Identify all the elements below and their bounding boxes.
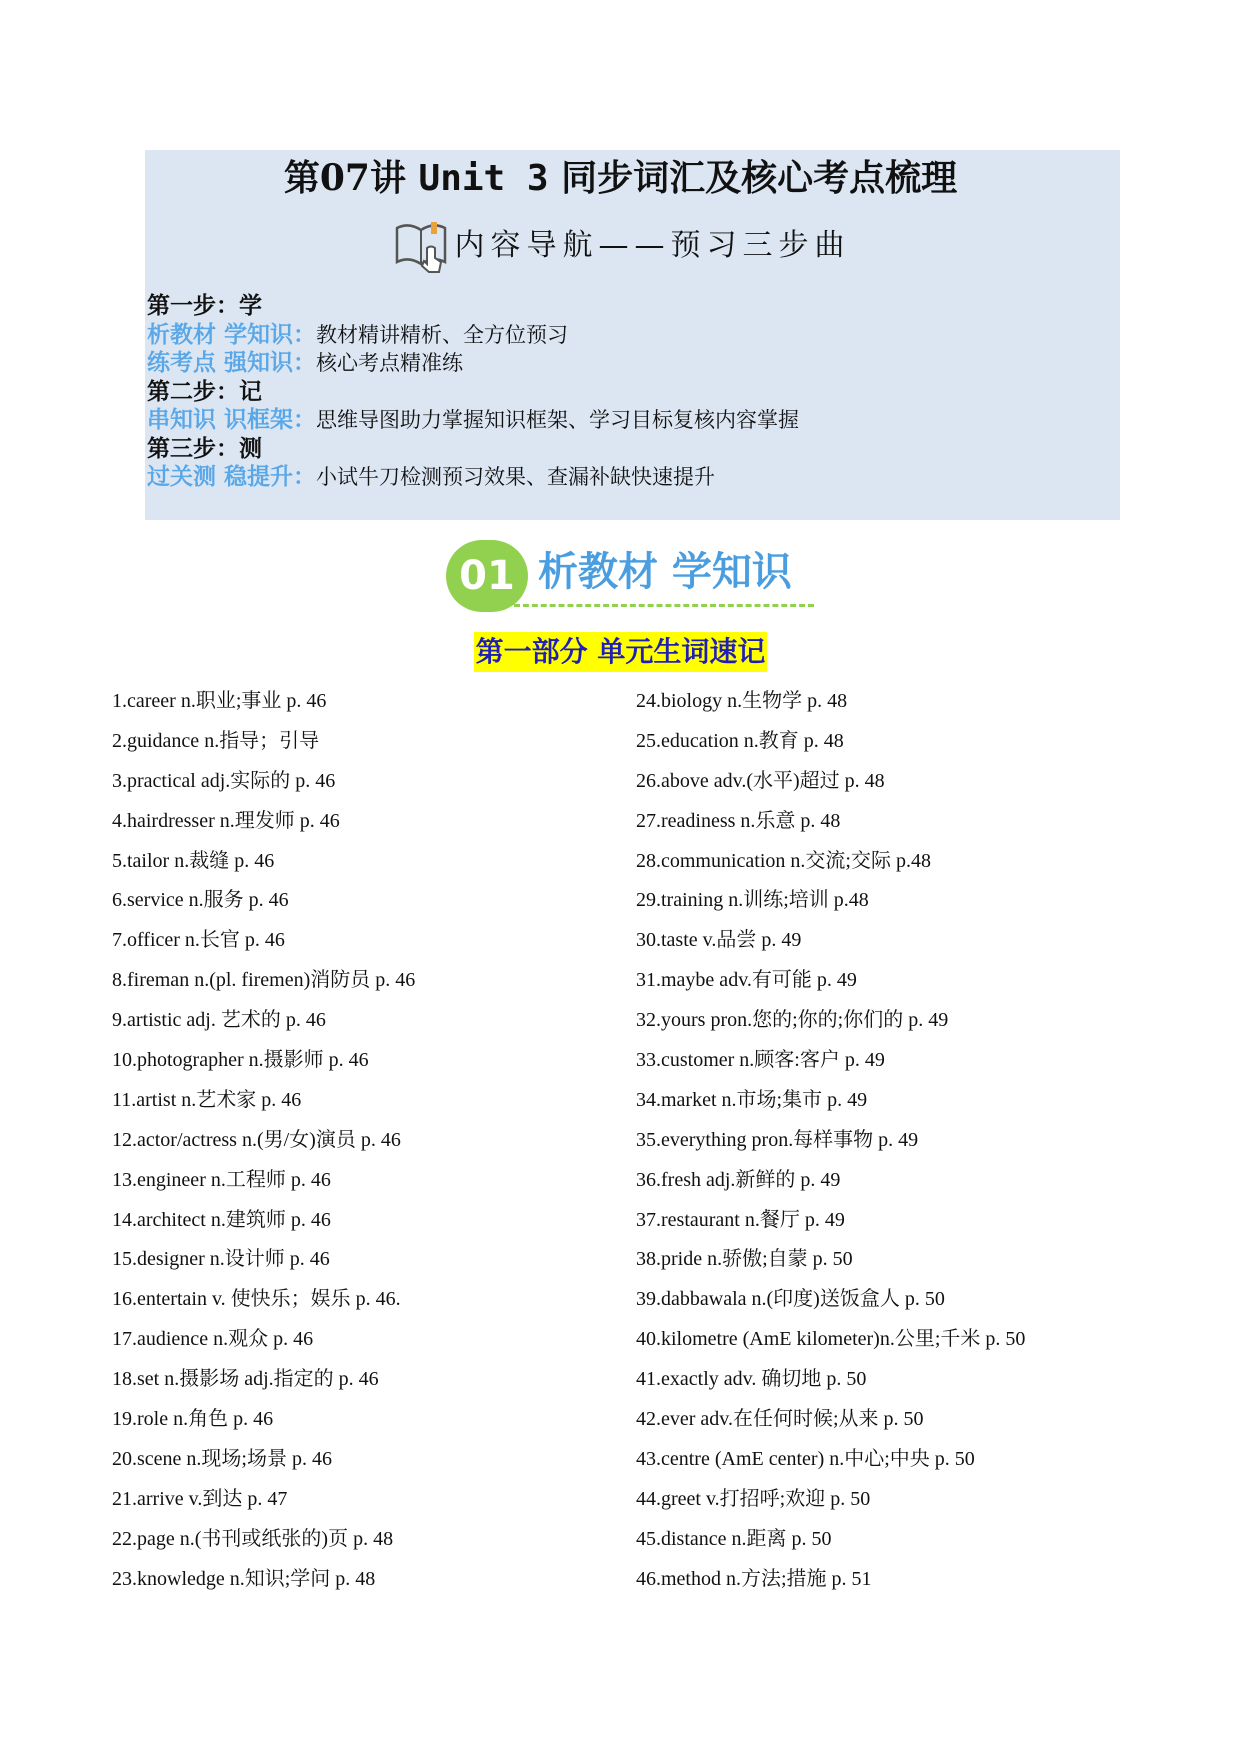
vocab-item: 37.restaurant n.餐厅 p. 49 [636, 1208, 845, 1231]
vocab-item: 22.page n.(书刊或纸张的)页 p. 48 [112, 1527, 394, 1550]
step-key: 串知识 识框架： [147, 406, 317, 433]
vocab-item: 39.dabbawala n.(印度)送饭盒人 p. 50 [636, 1288, 945, 1311]
vocab-column-right [636, 682, 1156, 1599]
vocab-item: 24.biology n.生物学 p. 48 [636, 690, 848, 712]
vocab-item: 9.artistic adj. 艺术的 p. 46 [112, 1009, 326, 1032]
vocab-item: 28.communication n.交流;交际 p.48 [636, 849, 931, 872]
step-key: 过关测 稳提升： [147, 463, 317, 490]
vocab-item: 43.centre (AmE center) n.中心;中央 p. 50 [636, 1447, 975, 1470]
vocab-item: 29.training n.训练;培训 p.48 [636, 889, 869, 912]
section-title: 析教材 学知识 [538, 549, 792, 595]
vocab-item: 40.kilometre (AmE kilometer)n.公里;千米 p. 50 [636, 1328, 1026, 1351]
steps-list [147, 292, 1107, 492]
vocab-item: 6.service n.服务 p. 46 [112, 889, 289, 912]
vocab-item: 35.everything pron.每样事物 p. 49 [636, 1128, 919, 1151]
vocab-item: 30.taste v.品尝 p. 49 [636, 929, 802, 952]
step-item [147, 463, 1107, 492]
vocab-item: 7.officer n.长官 p. 46 [112, 929, 285, 952]
section-divider [514, 604, 814, 607]
book-pointer-icon [391, 218, 451, 274]
step-1-heading: 第一步：学 [147, 292, 262, 319]
vocab-item: 3.practical adj.实际的 p. 46 [112, 769, 336, 792]
vocab-item: 19.role n.角色 p. 46 [112, 1408, 274, 1431]
nav-title: 内容导航——预习三步曲 [454, 228, 851, 263]
step-2-heading: 第二步：记 [147, 377, 262, 405]
vocab-item: 14.architect n.建筑师 p. 46 [112, 1208, 331, 1231]
step-item [147, 349, 1107, 378]
vocab-item: 34.market n.市场;集市 p. 49 [636, 1088, 868, 1111]
vocab-item: 13.engineer n.工程师 p. 46 [112, 1168, 331, 1191]
vocab-item: 16.entertain v. 使快乐；娱乐 p. 46. [112, 1288, 401, 1311]
vocab-item: 27.readiness n.乐意 p. 48 [636, 809, 841, 832]
step-desc: 思维导图助力掌握知识框架、学习目标复核内容掌握 [316, 408, 800, 432]
vocab-item: 32.yours pron.您的;你的;你们的 p. 49 [636, 1009, 949, 1032]
vocab-item: 17.audience n.观众 p. 46 [112, 1328, 314, 1351]
vocab-item: 25.education n.教育 p. 48 [636, 729, 844, 752]
vocab-item: 8.fireman n.(pl. firemen)消防员 p. 46 [112, 969, 416, 992]
vocab-item: 44.greet v.打招呼;欢迎 p. 50 [636, 1487, 871, 1510]
vocab-item: 15.designer n.设计师 p. 46 [112, 1248, 330, 1271]
vocab-item: 38.pride n.骄傲;自蒙 p. 50 [636, 1248, 853, 1271]
section-badge [446, 536, 826, 616]
section-number: 01 [459, 553, 515, 599]
vocab-item: 31.maybe adv.有可能 p. 49 [636, 969, 857, 992]
vocab-item: 2.guidance n.指导；引导 [112, 729, 320, 752]
vocab-item: 33.customer n.顾客:客户 p. 49 [636, 1049, 885, 1072]
vocab-item: 4.hairdresser n.理发师 p. 46 [112, 809, 340, 832]
vocab-column-left [112, 682, 632, 1599]
content-navigation [0, 218, 1241, 274]
vocab-item: 46.method n.方法;措施 p. 51 [636, 1567, 872, 1590]
vocab-item: 45.distance n.距离 p. 50 [636, 1527, 832, 1550]
page-title [0, 150, 1241, 206]
vocab-item: 5.tailor n.裁缝 p. 46 [112, 849, 275, 872]
vocab-item: 42.ever adv.在任何时候;从来 p. 50 [636, 1408, 924, 1431]
part-title [0, 632, 1241, 672]
step-desc: 核心考点精准练 [316, 351, 464, 375]
vocab-item: 12.actor/actress n.(男/女)演员 p. 46 [112, 1128, 401, 1151]
vocab-item: 23.knowledge n.知识;学问 p. 48 [112, 1567, 376, 1590]
title-unit: Unit 3 [418, 158, 549, 199]
vocab-item: 36.fresh adj.新鲜的 p. 49 [636, 1168, 841, 1191]
step-item [147, 321, 1107, 350]
step-3-heading: 第三步：测 [147, 434, 262, 462]
step-item [147, 406, 1107, 435]
step-desc: 教材精讲精析、全方位预习 [316, 322, 569, 347]
title-suffix: 同步词汇及核心考点梳理 [561, 157, 958, 199]
vocab-item: 18.set n.摄影场 adj.指定的 p. 46 [112, 1368, 379, 1391]
vocab-item: 1.career n.职业;事业 p. 46 [112, 690, 327, 712]
vocab-item: 21.arrive v.到达 p. 47 [112, 1487, 288, 1510]
title-prefix: 第07讲 [283, 157, 406, 199]
vocab-item: 11.artist n.艺术家 p. 46 [112, 1088, 302, 1111]
vocab-item: 20.scene n.现场;场景 p. 46 [112, 1447, 332, 1470]
vocab-item: 26.above adv.(水平)超过 p. 48 [636, 769, 885, 792]
step-key: 析教材 学知识： [147, 320, 317, 348]
step-desc: 小试牛刀检测预习效果、查漏补缺快速提升 [316, 465, 716, 489]
step-key: 练考点 强知识： [147, 349, 317, 376]
part-title-text: 第一部分 单元生词速记 [474, 632, 768, 672]
vocab-item: 10.photographer n.摄影师 p. 46 [112, 1049, 369, 1072]
vocab-item: 41.exactly adv. 确切地 p. 50 [636, 1368, 867, 1391]
